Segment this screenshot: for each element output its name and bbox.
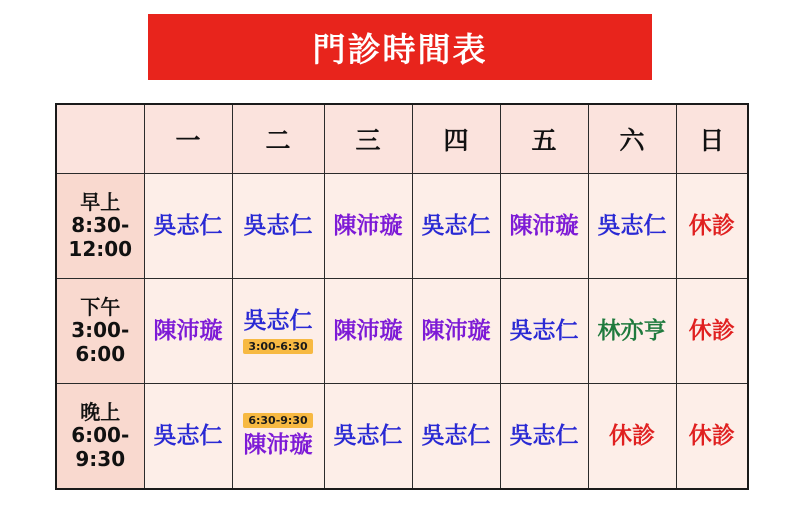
table-header	[56, 104, 748, 174]
schedule-cell-afternoon-thu	[412, 279, 500, 384]
page-title: 門診時間表	[312, 29, 488, 69]
doctor-name: 吳志仁	[421, 212, 491, 239]
schedule-cell-morning-wed	[324, 174, 412, 279]
doctor-name: 吳志仁	[153, 422, 223, 449]
row-header-line: 晚上	[80, 399, 121, 424]
doctor-name: 吳志仁	[597, 212, 667, 239]
title-banner	[148, 14, 652, 80]
schedule-cell-evening-fri	[500, 384, 588, 490]
doctor-name: 陳沛璇	[421, 317, 491, 344]
schedule-cell-afternoon-sun	[676, 279, 748, 384]
schedule-cell-morning-sat	[588, 174, 676, 279]
row-header-line: 9:30	[75, 446, 126, 471]
header-day-wed: 三	[324, 104, 412, 174]
row-header-evening	[56, 384, 144, 490]
header-day-fri: 五	[500, 104, 588, 174]
header-day-sun: 日	[676, 104, 748, 174]
doctor-name: 林亦亨	[597, 317, 667, 344]
doctor-name: 吳志仁	[509, 317, 579, 344]
doctor-name: 陳沛璇	[333, 212, 403, 239]
closed-label: 休診	[688, 212, 735, 239]
schedule-cell-afternoon-mon	[144, 279, 232, 384]
header-day-mon: 一	[144, 104, 232, 174]
schedule-cell-afternoon-tue	[232, 279, 324, 384]
header-corner	[56, 104, 144, 174]
doctor-name: 吳志仁	[509, 422, 579, 449]
doctor-name: 吳志仁	[243, 212, 313, 239]
table-row	[56, 279, 748, 384]
schedule-cell-morning-sun	[676, 174, 748, 279]
schedule-cell-evening-sun	[676, 384, 748, 490]
row-header-line: 下午	[80, 294, 121, 319]
doctor-name: 陳沛璇	[333, 317, 403, 344]
row-header-afternoon	[56, 279, 144, 384]
row-header-line: 6:00-	[71, 423, 130, 448]
row-header-line: 6:00	[75, 341, 126, 366]
header-day-thu: 四	[412, 104, 500, 174]
schedule-cell-afternoon-fri	[500, 279, 588, 384]
row-header-line: 3:00-	[71, 318, 130, 343]
schedule-cell-evening-mon	[144, 384, 232, 490]
header-day-tue: 二	[232, 104, 324, 174]
schedule-table	[55, 103, 749, 490]
row-header-morning	[56, 174, 144, 279]
doctor-name: 吳志仁	[421, 422, 491, 449]
closed-label: 休診	[688, 422, 735, 449]
schedule-cell-afternoon-sat	[588, 279, 676, 384]
closed-label: 休診	[609, 422, 655, 449]
doctor-name: 吳志仁	[153, 212, 223, 239]
schedule-cell-evening-thu	[412, 384, 500, 490]
row-header-line: 早上	[80, 189, 121, 214]
doctor-name: 陳沛璇	[509, 212, 579, 239]
row-header-line: 12:00	[68, 236, 133, 261]
header-row	[56, 104, 748, 174]
schedule-cell-morning-thu	[412, 174, 500, 279]
schedule-cell-evening-sat	[588, 384, 676, 490]
doctor-name: 陳沛璇	[153, 317, 223, 344]
schedule-table-container	[55, 103, 745, 490]
schedule-cell-morning-tue	[232, 174, 324, 279]
doctor-name: 陳沛璇	[243, 432, 313, 459]
schedule-cell-evening-wed	[324, 384, 412, 490]
schedule-cell-evening-tue	[232, 384, 324, 490]
time-note-badge: 3:00-6:30	[243, 339, 312, 354]
table-row	[56, 384, 748, 490]
schedule-cell-morning-fri	[500, 174, 588, 279]
time-note-badge: 6:30-9:30	[243, 413, 312, 428]
doctor-name: 吳志仁	[333, 422, 403, 449]
schedule-cell-afternoon-wed	[324, 279, 412, 384]
header-day-sat: 六	[588, 104, 676, 174]
row-header-line: 8:30-	[71, 213, 130, 238]
table-body	[56, 174, 748, 490]
doctor-name: 吳志仁	[243, 308, 313, 335]
table-row	[56, 174, 748, 279]
closed-label: 休診	[688, 317, 735, 344]
schedule-cell-morning-mon	[144, 174, 232, 279]
